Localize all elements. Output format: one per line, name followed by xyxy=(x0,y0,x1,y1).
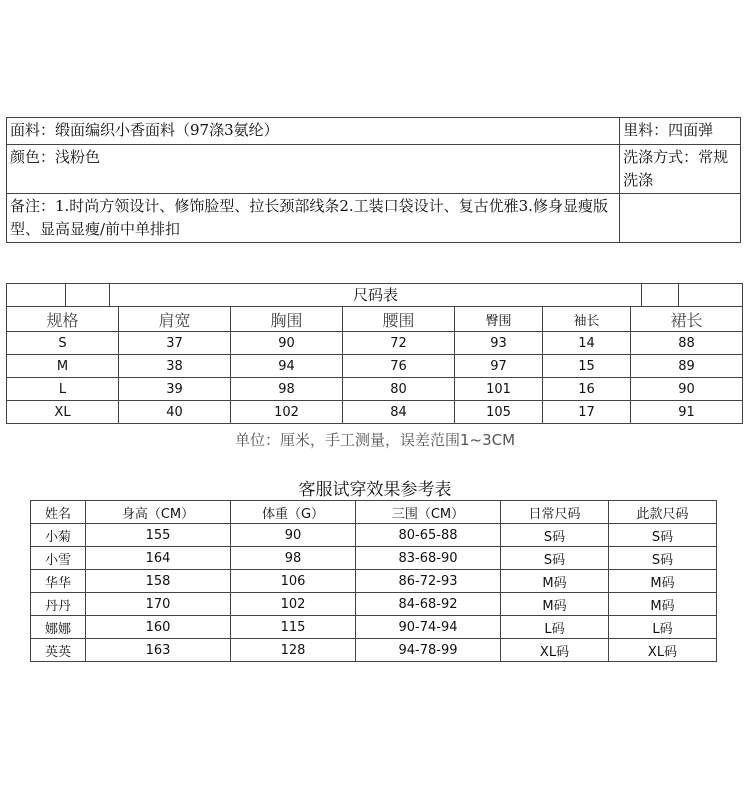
color-cell: 颜色：浅粉色 xyxy=(7,145,620,194)
this-size-cell: XL码 xyxy=(609,639,717,662)
hip-cell: 101 xyxy=(455,378,543,401)
length-cell: 91 xyxy=(631,401,743,424)
empty-cell xyxy=(620,194,741,243)
header-cell: 规格 xyxy=(7,307,119,332)
name-cell: 小菊 xyxy=(31,524,86,547)
lining-cell: 里料：四面弹 xyxy=(620,118,741,145)
header-cell: 三围（CM） xyxy=(356,501,501,524)
sleeve-cell: 17 xyxy=(543,401,631,424)
header-cell: 胸围 xyxy=(231,307,343,332)
table-row xyxy=(31,639,717,662)
weight-cell: 115 xyxy=(231,616,356,639)
header-cell: 姓名 xyxy=(31,501,86,524)
fabric-cell: 面料：缎面编织小香面料（97涤3氨纶） xyxy=(7,118,620,145)
hip-cell: 93 xyxy=(455,332,543,355)
header-cell: 裙长 xyxy=(631,307,743,332)
header-cell: 日常尺码 xyxy=(501,501,609,524)
bust-cell: 94 xyxy=(231,355,343,378)
sleeve-cell: 15 xyxy=(543,355,631,378)
name-cell: 华华 xyxy=(31,570,86,593)
measurements-cell: 94-78-99 xyxy=(356,639,501,662)
this-size-cell: M码 xyxy=(609,570,717,593)
header-cell: 此款尺码 xyxy=(609,501,717,524)
usual-size-cell: L码 xyxy=(501,616,609,639)
name-cell: 丹丹 xyxy=(31,593,86,616)
size-cell: L xyxy=(7,378,119,401)
header-cell: 身高（CM） xyxy=(86,501,231,524)
waist-cell: 84 xyxy=(343,401,455,424)
bust-cell: 90 xyxy=(231,332,343,355)
weight-cell: 102 xyxy=(231,593,356,616)
waist-cell: 76 xyxy=(343,355,455,378)
size-chart-header xyxy=(7,307,743,332)
size-chart-title: 尺码表 xyxy=(353,286,399,304)
weight-cell: 128 xyxy=(231,639,356,662)
header-cell: 袖长 xyxy=(543,307,631,332)
product-info-table xyxy=(6,117,741,243)
size-cell: S xyxy=(7,332,119,355)
header-cell: 体重（G） xyxy=(231,501,356,524)
fit-table-header xyxy=(31,501,717,524)
measurements-cell: 86-72-93 xyxy=(356,570,501,593)
weight-cell: 90 xyxy=(231,524,356,547)
measurements-cell: 83-68-90 xyxy=(356,547,501,570)
table-row xyxy=(31,593,717,616)
bust-cell: 102 xyxy=(231,401,343,424)
sleeve-cell: 16 xyxy=(543,378,631,401)
header-cell: 肩宽 xyxy=(119,307,231,332)
height-cell: 164 xyxy=(86,547,231,570)
unit-note: 单位：厘米，手工测量，误差范围1~3CM xyxy=(234,431,516,449)
bust-cell: 98 xyxy=(231,378,343,401)
header-cell: 臀围 xyxy=(455,307,543,332)
weight-cell: 106 xyxy=(231,570,356,593)
size-chart-table xyxy=(6,283,743,424)
measurements-cell: 84-68-92 xyxy=(356,593,501,616)
usual-size-cell: M码 xyxy=(501,570,609,593)
measurements-cell: 80-65-88 xyxy=(356,524,501,547)
usual-size-cell: M码 xyxy=(501,593,609,616)
usual-size-cell: S码 xyxy=(501,524,609,547)
height-cell: 170 xyxy=(86,593,231,616)
usual-size-cell: S码 xyxy=(501,547,609,570)
length-cell: 88 xyxy=(631,332,743,355)
length-cell: 90 xyxy=(631,378,743,401)
waist-cell: 80 xyxy=(343,378,455,401)
table-row xyxy=(31,570,717,593)
shoulder-cell: 38 xyxy=(119,355,231,378)
height-cell: 160 xyxy=(86,616,231,639)
table-row xyxy=(7,355,743,378)
shoulder-cell: 39 xyxy=(119,378,231,401)
name-cell: 英英 xyxy=(31,639,86,662)
table-row xyxy=(31,547,717,570)
usual-size-cell: XL码 xyxy=(501,639,609,662)
table-row xyxy=(7,401,743,424)
height-cell: 158 xyxy=(86,570,231,593)
table-row xyxy=(31,616,717,639)
hip-cell: 97 xyxy=(455,355,543,378)
shoulder-cell: 37 xyxy=(119,332,231,355)
waist-cell: 72 xyxy=(343,332,455,355)
header-cell: 腰围 xyxy=(343,307,455,332)
this-size-cell: S码 xyxy=(609,524,717,547)
size-chart-title-row xyxy=(7,284,743,307)
size-cell: XL xyxy=(7,401,119,424)
this-size-cell: L码 xyxy=(609,616,717,639)
height-cell: 163 xyxy=(86,639,231,662)
measurements-cell: 90-74-94 xyxy=(356,616,501,639)
weight-cell: 98 xyxy=(231,547,356,570)
table-row xyxy=(7,332,743,355)
this-size-cell: M码 xyxy=(609,593,717,616)
name-cell: 小雪 xyxy=(31,547,86,570)
length-cell: 89 xyxy=(631,355,743,378)
table-row xyxy=(31,524,717,547)
sleeve-cell: 14 xyxy=(543,332,631,355)
name-cell: 娜娜 xyxy=(31,616,86,639)
hip-cell: 105 xyxy=(455,401,543,424)
size-cell: M xyxy=(7,355,119,378)
fit-reference-table xyxy=(30,500,717,662)
fit-table-title: 客服试穿效果参考表 xyxy=(298,480,452,500)
note-cell: 备注：1.时尚方领设计、修饰脸型、拉长颈部线条2.工装口袋设计、复古优雅3.修身显瘦版型、显高显瘦/前中单排扣 xyxy=(7,194,620,243)
table-row xyxy=(7,378,743,401)
washing-cell: 洗涤方式：常规洗涤 xyxy=(620,145,741,194)
height-cell: 155 xyxy=(86,524,231,547)
shoulder-cell: 40 xyxy=(119,401,231,424)
this-size-cell: S码 xyxy=(609,547,717,570)
